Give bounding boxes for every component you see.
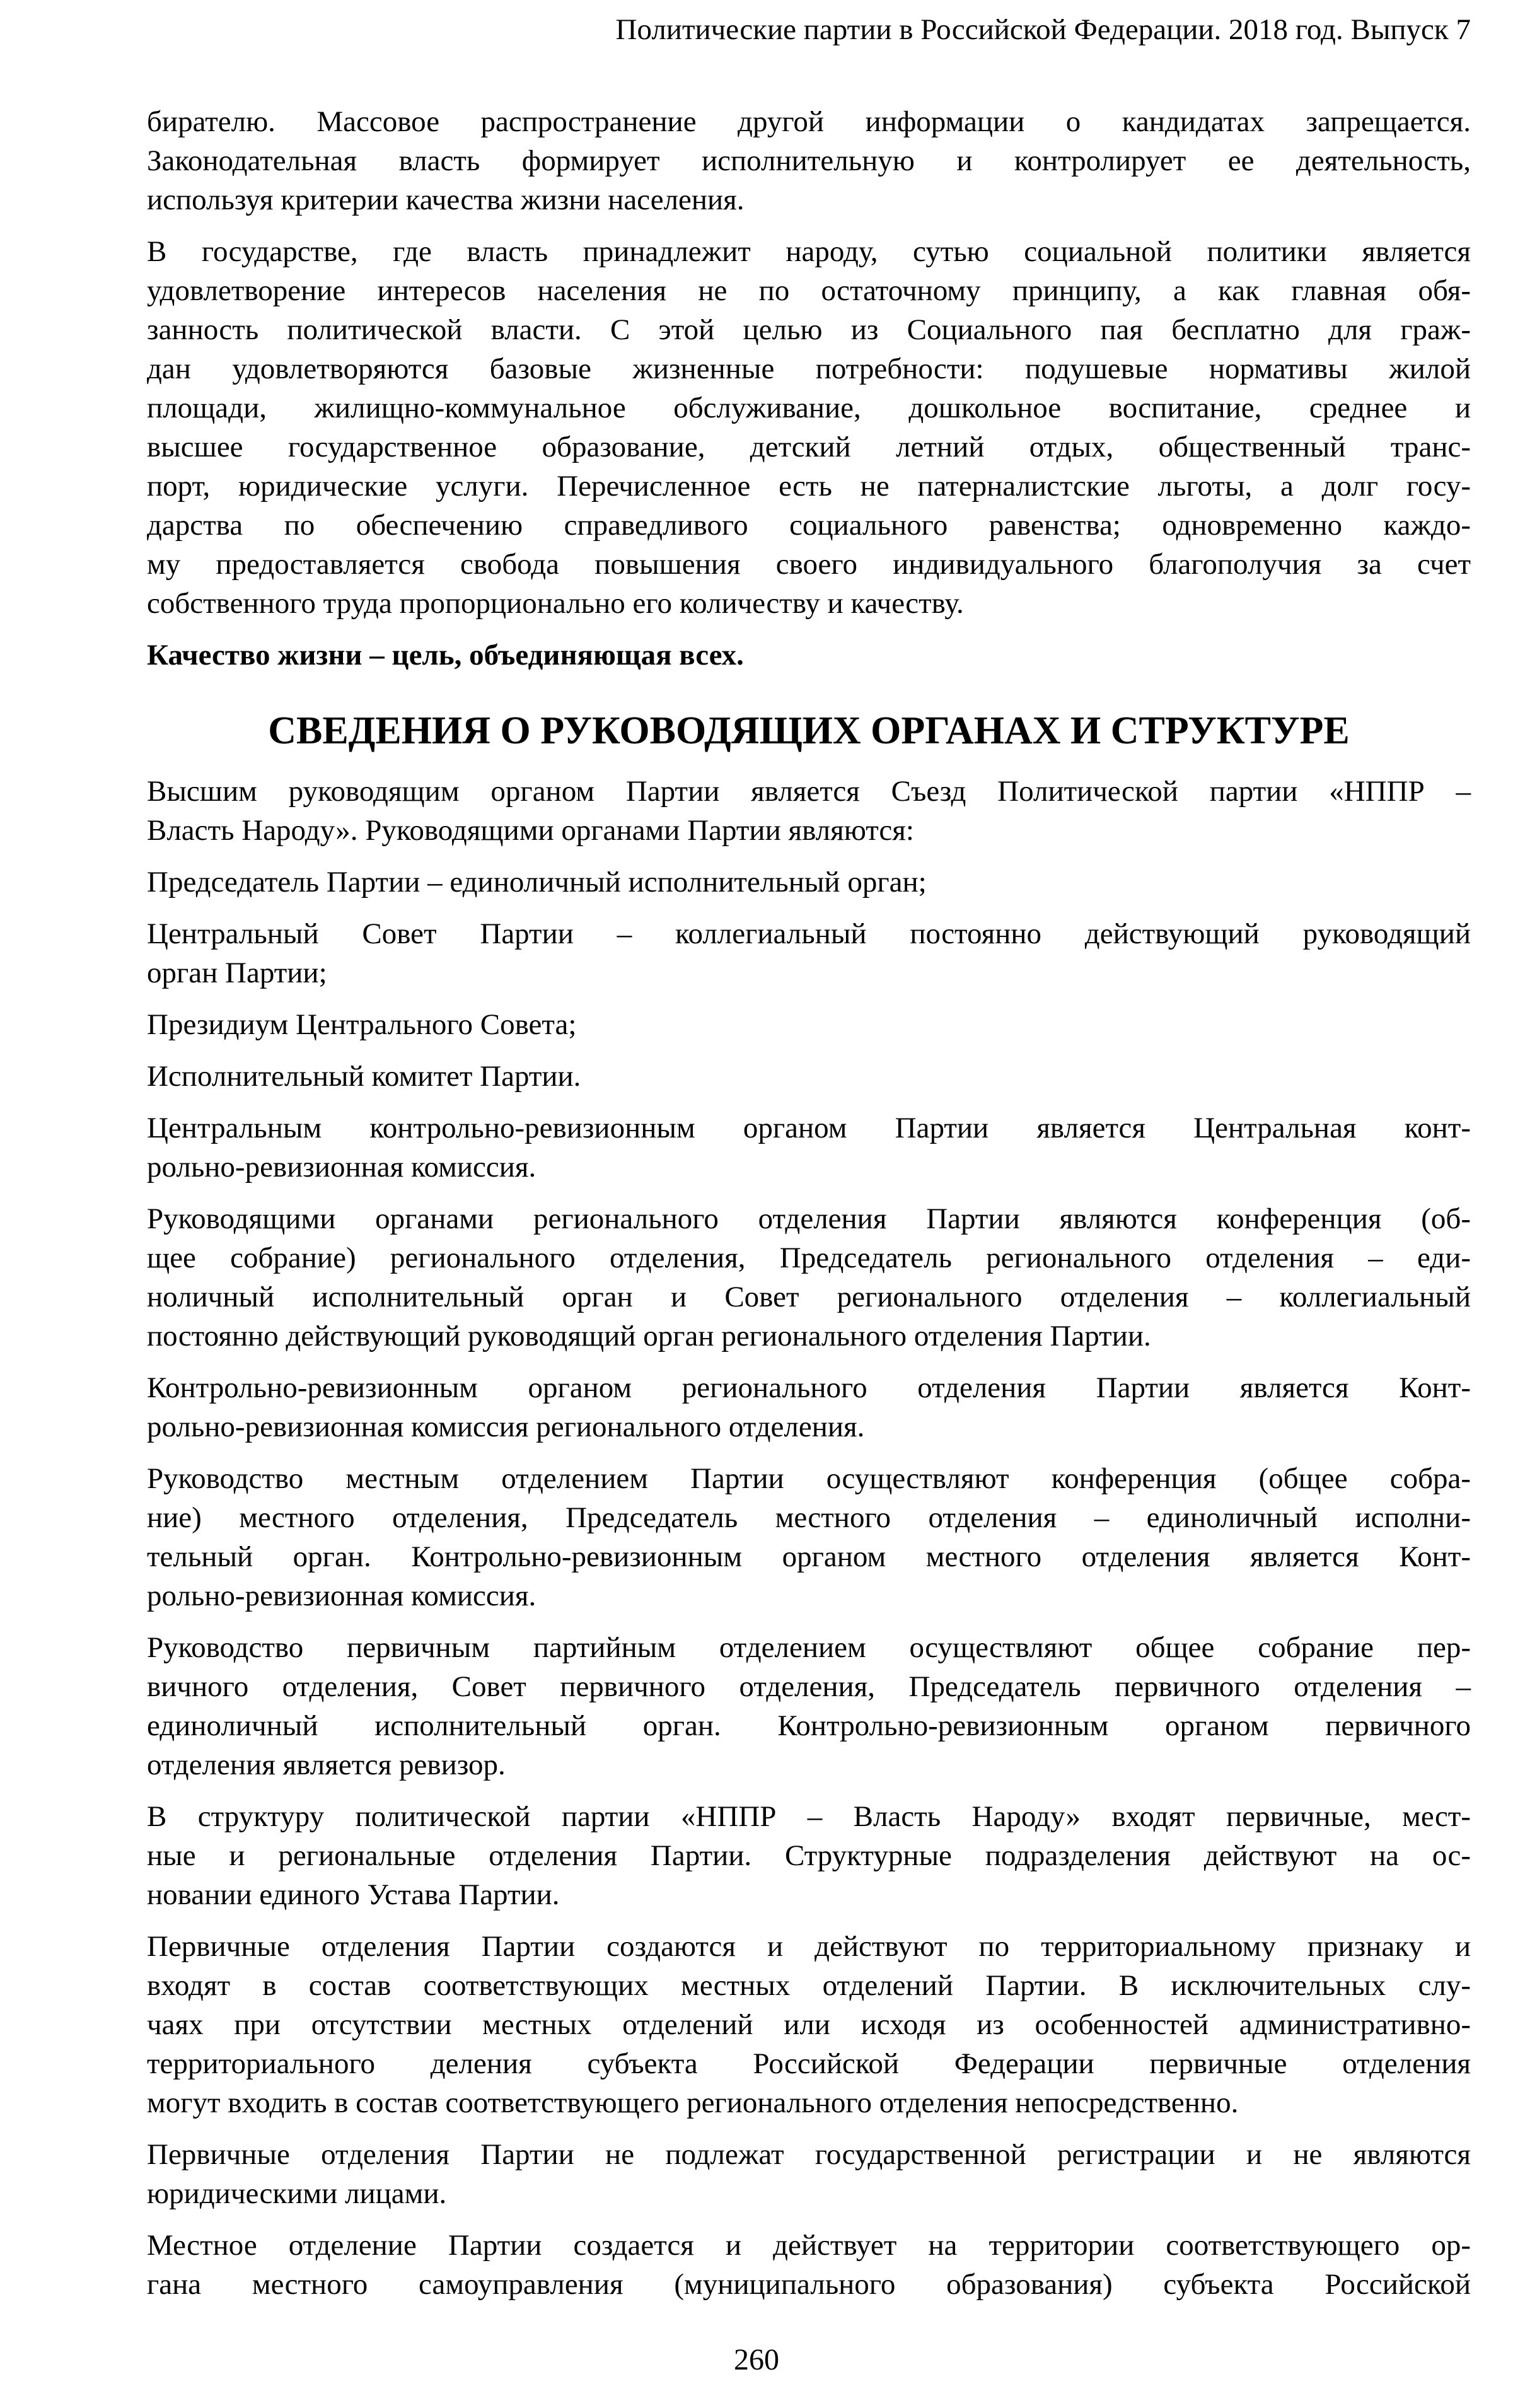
text-line: рольно-ревизионная комиссия. [147, 1151, 536, 1184]
text-line: Руководство местным отделением Партии осуществляют конференция (общее собра- [147, 1462, 1471, 1495]
paragraph [147, 914, 1471, 992]
section-heading [147, 706, 1471, 755]
text-line: Руководство первичным партийным отделением осуществляют общее собрание пер- [147, 1631, 1471, 1664]
paragraph [147, 2226, 1471, 2304]
text-line: территориального деления субъекта Российской Федерации первичные отделения [147, 2047, 1471, 2080]
bold-paragraph [147, 636, 1471, 675]
text-line: чаях при отсутствии местных отделений или исходя из особенностей административно- [147, 2008, 1471, 2041]
text-line: высшее государственное образование, детский летний отдых, общественный транс- [147, 431, 1471, 463]
paragraph [147, 1005, 1471, 1044]
text-line: гана местного самоуправления (муниципального образования) субъекта Российской [147, 2268, 1471, 2301]
text-line: удовлетворение интересов населения не по остаточному принципу, а как главная обя- [147, 274, 1471, 307]
paragraph [147, 1797, 1471, 1914]
text-line: Контрольно-ревизионным органом регионального отделения Партии является Конт- [147, 1371, 1471, 1404]
text-line: занность политической власти. С этой целью из Социального пая бесплатно для граж- [147, 313, 1471, 346]
text-line: новании единого Устава Партии. [147, 1878, 560, 1911]
text-line: Высшим руководящим органом Партии является Съезд Политической партии «НППР – [147, 775, 1471, 808]
text-line: Первичные отделения Партии создаются и действуют по территориальному признаку и [147, 1930, 1471, 1963]
paragraph [147, 1199, 1471, 1356]
paragraph [147, 102, 1471, 219]
paragraph [147, 1057, 1471, 1096]
text-line: Исполнительный комитет Партии. [147, 1060, 581, 1093]
text-line: отделения является ревизор. [147, 1748, 506, 1781]
paragraph [147, 772, 1471, 850]
text-line: СВЕДЕНИЯ О РУКОВОДЯЩИХ ОРГАНАХ И СТРУКТУРЕ [268, 709, 1350, 752]
text-line: Законодательная власть формирует исполнительную и контролирует ее деятельность, [147, 144, 1471, 177]
text-line: щее собрание) регионального отделения, Председатель регионального отделения – еди- [147, 1242, 1471, 1274]
text-line: единоличный исполнительный орган. Контрольно-ревизионным органом первичного [147, 1709, 1471, 1742]
text-line: Председатель Партии – единоличный исполнительный орган; [147, 866, 927, 899]
text-line: бирателю. Массовое распространение другой информации о кандидатах запрещается. [147, 105, 1471, 138]
text-line: дарства по обеспечению справедливого социального равенства; одновременно каждо- [147, 509, 1471, 542]
paragraph [147, 1108, 1471, 1187]
text-line: используя критерии качества жизни населения. [147, 183, 745, 216]
text-line: тельный орган. Контрольно-ревизионным органом местного отделения является Конт- [147, 1540, 1471, 1573]
paragraph [147, 2135, 1471, 2213]
paragraph [147, 1628, 1471, 1784]
page-body [147, 102, 1471, 2304]
text-line: Центральный Совет Партии – коллегиальный постоянно действующий руководящий [147, 917, 1471, 950]
text-line: Местное отделение Партии создается и действует на территории соответствующего ор- [147, 2229, 1471, 2262]
text-line: дан удовлетворяются базовые жизненные потребности: подушевые нормативы жилой [147, 352, 1471, 385]
paragraph [147, 1459, 1471, 1615]
text-line: В структуру политической партии «НППР – Власть Народу» входят первичные, мест- [147, 1800, 1471, 1833]
text-line: Первичные отделения Партии не подлежат государственной регистрации и не являются [147, 2138, 1471, 2171]
text-line: Руководящими органами регионального отделения Партии являются конференция (об- [147, 1202, 1471, 1235]
text-line: В государстве, где власть принадлежит народу, сутью социальной политики является [147, 235, 1471, 268]
text-line: вичного отделения, Совет первичного отделения, Председатель первичного отделения – [147, 1670, 1471, 1703]
text-line: Власть Народу». Руководящими органами Партии являются: [147, 814, 914, 847]
paragraph [147, 863, 1471, 902]
text-line: ние) местного отделения, Председатель местного отделения – единоличный исполни- [147, 1501, 1471, 1534]
paragraph [147, 1368, 1471, 1446]
text-line: собственного труда пропорционально его количеству и качеству. [147, 587, 964, 620]
text-line: входят в состав соответствующих местных отделений Партии. В исключительных слу- [147, 1969, 1471, 2002]
text-line: рольно-ревизионная комиссия. [147, 1579, 536, 1612]
text-line: Качество жизни – цель, объединяющая всех. [147, 639, 744, 672]
text-line: Центральным контрольно-ревизионным органом Партии является Центральная конт- [147, 1112, 1471, 1144]
running-header: Политические партии в Российской Федерации. 2018 год. Выпуск 7 [615, 13, 1471, 46]
text-line: орган Партии; [147, 957, 327, 989]
text-line: му предоставляется свобода повышения своего индивидуального благополучия за счет [147, 548, 1471, 581]
paragraph [147, 1927, 1471, 2122]
text-line: площади, жилищно-коммунальное обслуживание, дошкольное воспитание, среднее и [147, 392, 1471, 424]
text-line: ные и региональные отделения Партии. Структурные подразделения действуют на ос- [147, 1839, 1471, 1872]
text-line: юридическими лицами. [147, 2177, 447, 2210]
paragraph [147, 232, 1471, 623]
text-line: ноличный исполнительный орган и Совет регионального отделения – коллегиальный [147, 1281, 1471, 1313]
text-line: порт, юридические услуги. Перечисленное есть не патерналистские льготы, а долг госу- [147, 470, 1471, 503]
text-line: Президиум Центрального Совета; [147, 1008, 577, 1041]
text-line: могут входить в состав соответствующего регионального отделения непосредственно. [147, 2086, 1239, 2119]
page-number: 260 [734, 2343, 779, 2376]
text-line: постоянно действующий руководящий орган регионального отделения Партии. [147, 1320, 1151, 1352]
text-line: рольно-ревизионная комиссия регионального отделения. [147, 1410, 865, 1443]
